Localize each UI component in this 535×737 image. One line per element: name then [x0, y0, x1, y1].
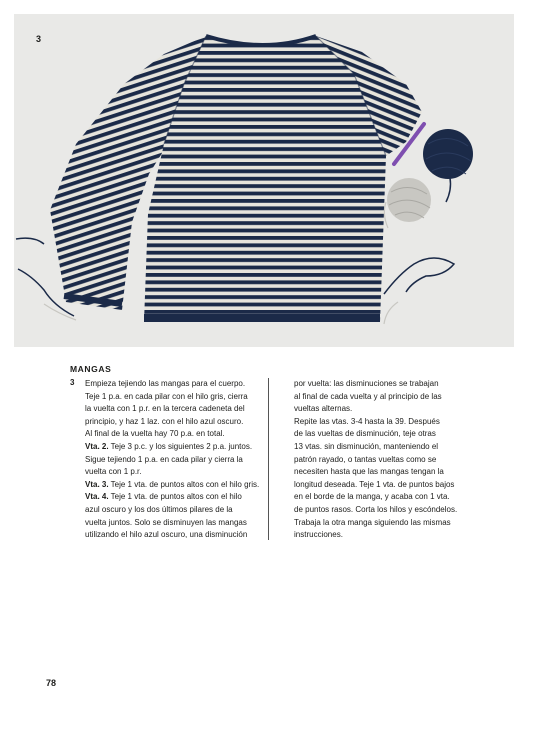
row-label: Vta. 4. [85, 492, 109, 502]
text-line: la vuelta con 1 p.r. en la tercera cadeneta del [85, 404, 245, 414]
text-line: instrucciones. [294, 530, 343, 540]
row-label: Vta. 2. [85, 441, 109, 451]
text-line: Trabaja la otra manga siguiendo las mismas [294, 517, 451, 527]
text-line: vueltas alternas. [294, 404, 353, 414]
text-line: Repite las vtas. 3-4 hasta la 39. Después [294, 416, 440, 426]
text-line: Al final de la vuelta hay 70 p.a. en total. [85, 429, 225, 439]
text-line: utilizando el hilo azul oscuro, una disminución [85, 530, 248, 540]
row-text: Teje 1 vta. de puntos altos con el hilo gris. [108, 479, 260, 489]
text-line: Sigue tejiendo 1 p.a. en cada pilar y cierra la [85, 454, 243, 464]
column-divider [268, 378, 269, 540]
step-number: 3 [70, 378, 75, 387]
text-line: por vuelta: las disminuciones se trabajan [294, 379, 439, 388]
text-line: de puntos rasos. Corta los hilos y escóndelos. [294, 504, 458, 514]
text-line: longitud deseada. Teje 1 vta. de puntos bajos [294, 479, 455, 489]
text-line: patrón rayado, o tantas vueltas como se [294, 454, 437, 464]
instructions-right-column [294, 378, 479, 542]
row-text: Teje 1 vta. de puntos altos con el hilo [108, 492, 242, 502]
text-line: vuelta con 1 p.r. [85, 467, 142, 477]
sweater-photo [14, 14, 514, 347]
text-line: al final de cada vuelta y al principio de las [294, 391, 442, 401]
text-line: necesiten hasta que las mangas tengan la [294, 467, 444, 477]
text-line: principio, y haz 1 laz. con el hilo azul oscuro. [85, 416, 244, 426]
navy-yarn-ball [423, 129, 473, 179]
row-instruction [85, 479, 265, 492]
text-line: vuelta juntos. Solo se disminuyen las mangas [85, 517, 247, 527]
page-number: 78 [46, 678, 57, 688]
instructions-left-column [85, 378, 265, 542]
text-line: 13 vtas. sin disminución, manteniendo el [294, 441, 439, 451]
text-line: de las vueltas de disminución, teje otras [294, 429, 436, 439]
row-instruction [85, 441, 265, 454]
text-line: Empieza tejiendo las mangas para el cuerpo. [85, 379, 246, 388]
photo-step-number: 3 [36, 34, 42, 44]
text-line: Teje 1 p.a. en cada pilar con el hilo gris, cierra [85, 391, 248, 401]
striped-sweater-illustration [14, 14, 514, 347]
text-line: azul oscuro y los dos últimos pilares de la [85, 504, 233, 514]
section-title: MANGAS [70, 364, 112, 374]
row-label: Vta. 3. [85, 479, 109, 489]
row-instruction [85, 491, 265, 504]
row-text: Teje 3 p.c. y los siguientes 2 p.a. juntos. [108, 441, 253, 451]
text-line: en el borde de la manga, y acaba con 1 vta. [294, 492, 450, 502]
